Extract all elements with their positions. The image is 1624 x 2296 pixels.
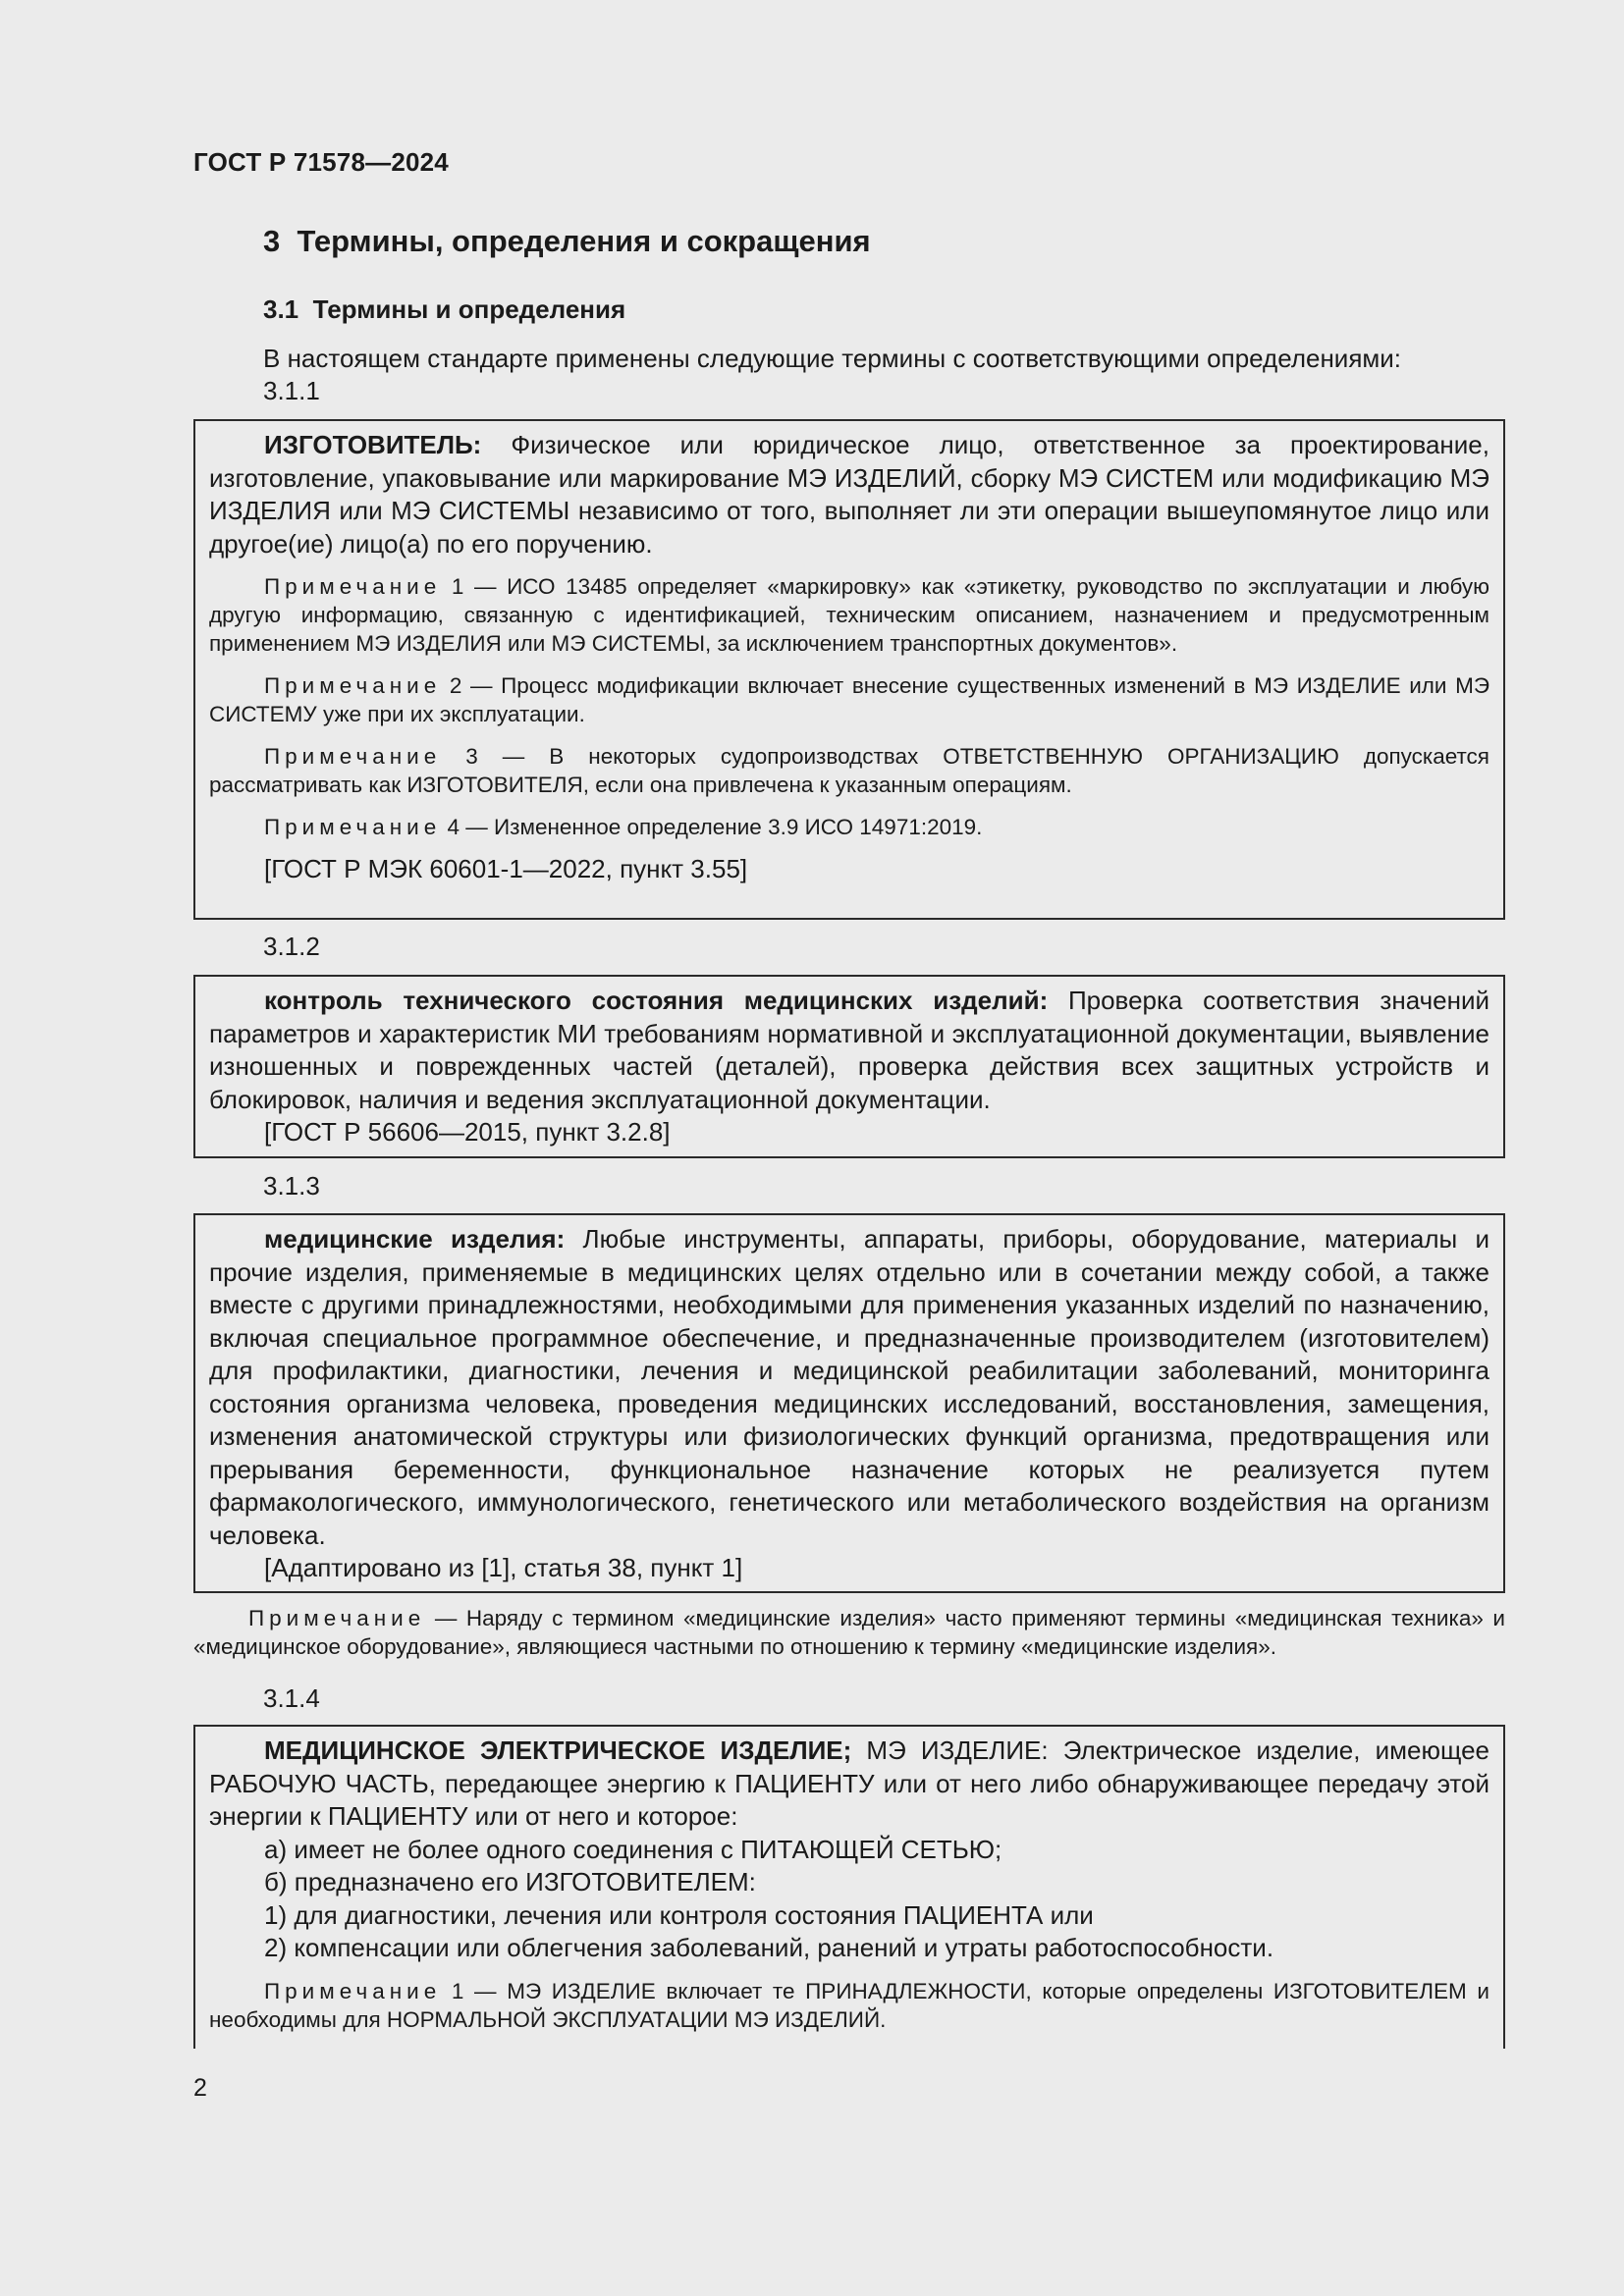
term-name: МЕДИЦИНСКОЕ ЭЛЕКТРИЧЕСКОЕ ИЗДЕЛИЕ; <box>264 1735 852 1765</box>
list-item: 2) компенсации или облегчения заболеваний, ранений и утраты работоспособности. <box>264 1933 1274 1962</box>
term-source: [ГОСТ Р 56606—2015, пункт 3.2.8] <box>264 1117 671 1147</box>
term-note <box>209 572 1489 658</box>
subsection-title <box>263 294 625 325</box>
term-definition <box>209 985 1489 1116</box>
definition-text: Любые инструменты, аппараты, приборы, оборудование, материалы и прочие изделия, применяемые в медицинских целях отдельно или в сочетании между собой, а также вместе с другими принадлежностями, необходимыми для применения указанных изделий по назначению, включая специальное программное обеспечение, и предназначенные производителем (изготовителем) для профилактики, диагностики, лечения и медицинской реабилитации заболеваний, мониторинга состояния организма человека, проведения медицинских исследований, восстановления, замещения, изменения анатомической структуры или физиологических функций организма, предотвращения или прерывания беременности, функциональное назначение которых не реализуется путем фармакологического, иммунологического, генетического или метаболического воздействия на организм человека. <box>209 1224 1489 1550</box>
note-label: Примечание <box>264 673 442 698</box>
note-label: Примечание <box>264 815 442 839</box>
term-note <box>209 813 1489 841</box>
term-source: [Адаптировано из [1], статья 38, пункт 1] <box>264 1553 743 1582</box>
subsection-title-text: Термины и определения <box>312 294 626 324</box>
list-item: 1) для диагностики, лечения или контроля состояния ПАЦИЕНТА или <box>264 1899 1094 1930</box>
note-text: 4 — Измененное определение 3.9 ИСО 14971:2019. <box>441 815 983 839</box>
term-number: 3.1.4 <box>263 1683 320 1713</box>
term-number: 3.1.2 <box>263 932 320 961</box>
term-box <box>193 419 1505 920</box>
term-name: медицинские изделия: <box>264 1224 566 1254</box>
note-text: 1 — ИСО 13485 определяет «маркировку» как «этикетку, руководство по эксплуатации и любую другую информацию, связанную с идентификацией, техническим описанием, назначением и предусмотренным применением МЭ ИЗДЕЛИЯ или МЭ СИСТЕМЫ, за исключением транспортных документов». <box>209 574 1489 656</box>
term-box <box>193 1213 1505 1593</box>
definition-text: Проверка соответствия значений параметров и характеристик МИ требованиям нормативной и эксплуатационной документации, выявление изношенных и поврежденных частей (деталей), проверка действия всех защитных устройств и блокировок, наличия и ведения эксплуатационной документации. <box>209 986 1489 1114</box>
list-item: б) предназначено его ИЗГОТОВИТЕЛЕМ: <box>264 1867 756 1896</box>
term-definition <box>209 429 1489 561</box>
term-number: 3.1.3 <box>263 1171 320 1201</box>
list-item: а) имеет не более одного соединения с ПИТАЮЩЕЙ СЕТЬЮ; <box>264 1834 1002 1864</box>
intro-text: В настоящем стандарте применены следующие термины с соответствующими определениями: <box>263 344 1402 373</box>
subsection-number: 3.1 <box>263 294 299 324</box>
note-label: Примечание <box>264 574 442 599</box>
section-title <box>263 224 871 259</box>
note-label: Примечание <box>264 744 442 769</box>
term-name: контроль технического состояния медицинских изделий: <box>264 986 1049 1015</box>
note-label: Примечание <box>248 1606 426 1630</box>
section-number: 3 <box>263 224 281 258</box>
term-name: ИЗГОТОВИТЕЛЬ: <box>264 430 482 459</box>
term-box <box>193 975 1505 1158</box>
term-source: [ГОСТ Р МЭК 60601-1—2022, пункт 3.55] <box>264 854 748 883</box>
page-number: 2 <box>193 2074 207 2102</box>
term-note <box>209 742 1489 799</box>
term-definition <box>209 1223 1489 1552</box>
note-text: 1 — МЭ ИЗДЕЛИЕ включает те ПРИНАДЛЕЖНОСТИ, которые определены ИЗГОТОВИТЕЛЕМ и необходимы для НОРМАЛЬНОЙ ЭКСПЛУАТАЦИИ МЭ ИЗДЕЛИЙ. <box>209 1978 1489 2032</box>
term-box <box>193 1725 1505 2049</box>
term-note <box>193 1604 1505 1661</box>
note-label: Примечание <box>264 1978 442 2003</box>
term-number: 3.1.1 <box>263 376 320 405</box>
term-note <box>209 1977 1489 2034</box>
term-definition <box>209 1735 1489 1834</box>
document-header: ГОСТ Р 71578—2024 <box>193 147 449 177</box>
definition-text: Физическое или юридическое лицо, ответственное за проектирование, изготовление, упаковывание или маркирование МЭ ИЗДЕЛИЙ, сборку МЭ СИСТЕМ или модификацию МЭ ИЗДЕЛИЯ или МЭ СИСТЕМЫ независимо от того, выполняет ли эти операции вышеупомянутое лицо или другое(ие) лицо(а) по его поручению. <box>209 430 1489 559</box>
definition-text: МЭ ИЗДЕЛИЕ: Электрическое изделие, имеющее РАБОЧУЮ ЧАСТЬ, передающее энергию к ПАЦИЕНТУ или от него либо обнаруживающее передачу этой энергии к ПАЦИЕНТУ или от него и которое: <box>209 1735 1490 1831</box>
note-text: 2 — Процесс модификации включает внесение существенных изменений в МЭ ИЗДЕЛИЕ или МЭ СИСТЕМУ уже при их эксплуатации. <box>209 673 1489 726</box>
section-title-text: Термины, определения и сокращения <box>297 224 871 258</box>
term-note <box>209 671 1489 728</box>
note-text: — Наряду с термином «медицинские изделия» часто применяют термины «медицинская техника» и «медицинское оборудование», являющиеся частными по отношению к термину «медицинские изделия». <box>193 1606 1505 1659</box>
note-text: 3 — В некоторых судопроизводствах ОТВЕТСТВЕННУЮ ОРГАНИЗАЦИЮ допускается рассматривать как ИЗГОТОВИТЕЛЯ, если она привлечена к указанным операциям. <box>209 744 1489 797</box>
